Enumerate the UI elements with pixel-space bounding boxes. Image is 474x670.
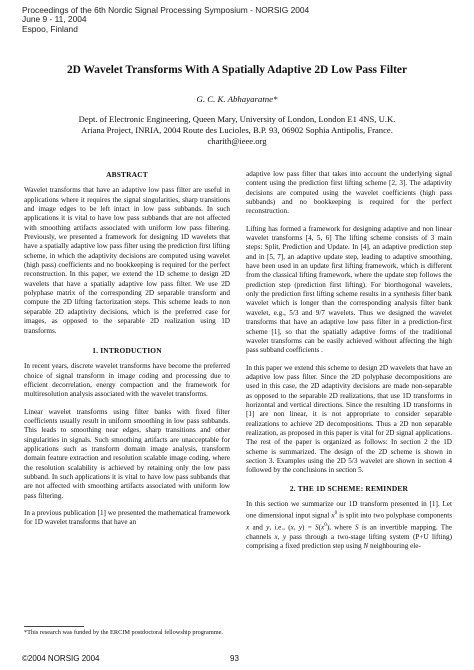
s2-text-f: ) =	[302, 523, 316, 532]
var-S: S	[315, 523, 319, 532]
var-x: x	[246, 523, 250, 532]
s2-text-b: is split into two polyphase components	[337, 511, 452, 520]
proceedings-header	[22, 6, 309, 34]
section-2-paragraph	[246, 500, 452, 552]
s2-text-g: (	[318, 523, 322, 532]
s2-text-j: pass through a two-stage lifting system (P+U lifting) comprising a fixed prediction step using	[246, 532, 452, 551]
affiliation-line-1: Dept. of Electronic Engineering, Queen Mary, University of London, London E1 4NS, U.K.	[78, 114, 396, 124]
intro-paragraph-1: In recent years, discrete wavelet transforms have become the preferred choice of signal transform in image coding and processing due to efficient decorrelation, energy compaction and the framework for multiresolution analysis associated with the wavelet transforms.	[24, 362, 230, 399]
s2-text-i: is an invertible mapping. The channels	[246, 523, 452, 541]
intro-paragraph-3: In a previous publication [1] we presented the mathematical framework for 1D wavelet transforms that have an	[24, 509, 230, 527]
affiliation-line-2: Ariana Project, INRIA, 2004 Route des Lucioles, B.P. 93, 06902 Sophia Antipolis, France.	[81, 125, 393, 135]
var-xy: x, y	[274, 532, 287, 541]
left-column	[24, 170, 230, 536]
footnote: *This research was funded by the ERCIM postdoctoral fellowship programme.	[24, 629, 224, 636]
s2-text-d: , i.e., (	[269, 523, 291, 532]
var-x0-sup: 0	[334, 511, 338, 517]
var-y: y	[266, 523, 270, 532]
abstract-heading: ABSTRACT	[106, 170, 148, 179]
affiliation	[0, 114, 474, 147]
s2-text-h: ), where	[326, 523, 355, 532]
paper-author: G. C. K. Abhayaratne*	[196, 94, 278, 104]
var-S-2: S	[354, 523, 359, 532]
s2-text-c: and	[249, 523, 267, 532]
var-N: N	[363, 542, 369, 551]
page-number: 93	[230, 654, 239, 663]
right-paragraph-2: Lifting has formed a framework for designing adaptive and non linear wavelet transforms [4, 5, 6] The lifting scheme consists of 3 main steps: Split, Prediction and Update. In [4], an adaptive prediction step and in [5, 7], an adaptive update step, leading to adaptive smoothing, have been used in an update first lifting framework, which is different from the classical lifting framework, where the update step follows the prediction step (prediction first lifting). For biorthogonal wavelets, only the prediction first lifting scheme results in a synthesis filter bank wavelet which is longer than the corresponding analysis filter bank wavelet, e.g., 5/3 and 9/7 wavelets. Thus we designed the wavelet transforms that have an adaptive low pass filter in a prediction-first scheme [1], so that the spatially adaptive forms of the traditional wavelet transforms can be easily achieved without affecting the high pass subband coefficients .	[246, 224, 452, 355]
var-xy-pair: x, y	[290, 523, 303, 532]
proceedings-line-2: June 9 - 11, 2004	[22, 14, 87, 25]
var-x0-b: x	[321, 523, 325, 532]
author-email: charith@ieee.org	[207, 136, 267, 146]
section-2-heading: 2. THE 1D SCHEME: REMINDER	[289, 483, 409, 493]
footer-copyright: ©2004 NORSIG 2004	[22, 654, 100, 663]
right-paragraph-3: In this paper we extend this scheme to design 2D wavelets that have an adaptive low pass filter. Since the 2D polyphase decompositions are used in this case, the 2D adaptivity decisions are made non-separable as opposed to the separable 2D realizations, that use 1D transforms in horizontal and vertical directions. Since the resulting 1D transforms in [1] are non linear, it is not appropriate to consider separable realizations to achieve 2D decompositions. Thus a 2D non separable realization, as proposed in this paper is vital for 2D signal applications. The rest of the paper is organized as follows: In section 2 the 1D scheme is summarized. The design of the 2D scheme is shown in section 3. Examples using the 2D 5/3 wavelet are shown in section 4 followed by the conclusions in section 5.	[246, 363, 452, 475]
intro-paragraph-2: Linear wavelet transforms using filter banks with fixed filter coefficients usually result in uniform smoothing in low pass subbands. This leads to smoothing near edges, sharp transitions and other singularities in signals. Such smoothing artifacts are unacceptable for applications such as transform domain image analysis, transform domain feature extraction and resolution scalable image coding, where the resolution scalability is achieved by retaining only the low pass subband. In such applications it is vital to have low pass subbands that are not affected with smoothing artifacts associated with uniform low pass filtering.	[24, 407, 230, 500]
s2-text-a: In this section we summarize our 1D transform presented in [1]. Let one dimensional input signal	[246, 500, 452, 520]
paper-title: 2D Wavelet Transforms With A Spatially Adaptive 2D Low Pass Filter	[66, 64, 408, 76]
abstract-text: Wavelet transforms that have an adaptive low pass filter are useful in applications where it requires the signal singularities, sharp transitions and image edges to be left intact in low pass subbands. In such applications it is vital to have low pass subbands that are not affected with smoothing artifacts associated with uniform low pass filtering. Previously, we presented a framework for designing 1D wavelets that have a spatially adaptive low pass filter using the prediction first lifting scheme, in which the adaptivity decisions are computed using wavelet (high pass) coefficients and no bookkeeping is required for the perfect reconstruction. In this paper, we extend the 1D scheme to design 2D wavelets that have a spatially adaptive low pass filter. We use 2D polyphase matrix of the corresponding 2D separable transform and compute the 2D lifting factorization steps. This scheme leads to non separable 2D adaptivity decisions, which is the preferred case for images, as opposed to the separable 2D realization using 1D transforms.	[24, 186, 230, 335]
var-x0: x	[331, 511, 335, 520]
intro-heading: 1. INTRODUCTION	[92, 345, 162, 355]
footnote-divider	[24, 626, 84, 627]
s2-text-k: neighbouring ele-	[368, 542, 421, 551]
right-column	[246, 170, 452, 560]
proceedings-line-3: Espoo, Finland	[22, 23, 78, 34]
proceedings-line-1: Proceedings of the 6th Nordic Signal Processing Symposium - NORSIG 2004	[22, 5, 310, 15]
right-paragraph-1: adaptive low pass filter that takes into account the underlying signal content using the prediction first lifting scheme [2, 3]. The adaptivity decisions are computed using the wavelet coefficients (high pass subbands) and no bookkeeping is required for the perfect reconstruction.	[246, 170, 452, 216]
var-x0-b-sup: 0	[324, 523, 327, 529]
